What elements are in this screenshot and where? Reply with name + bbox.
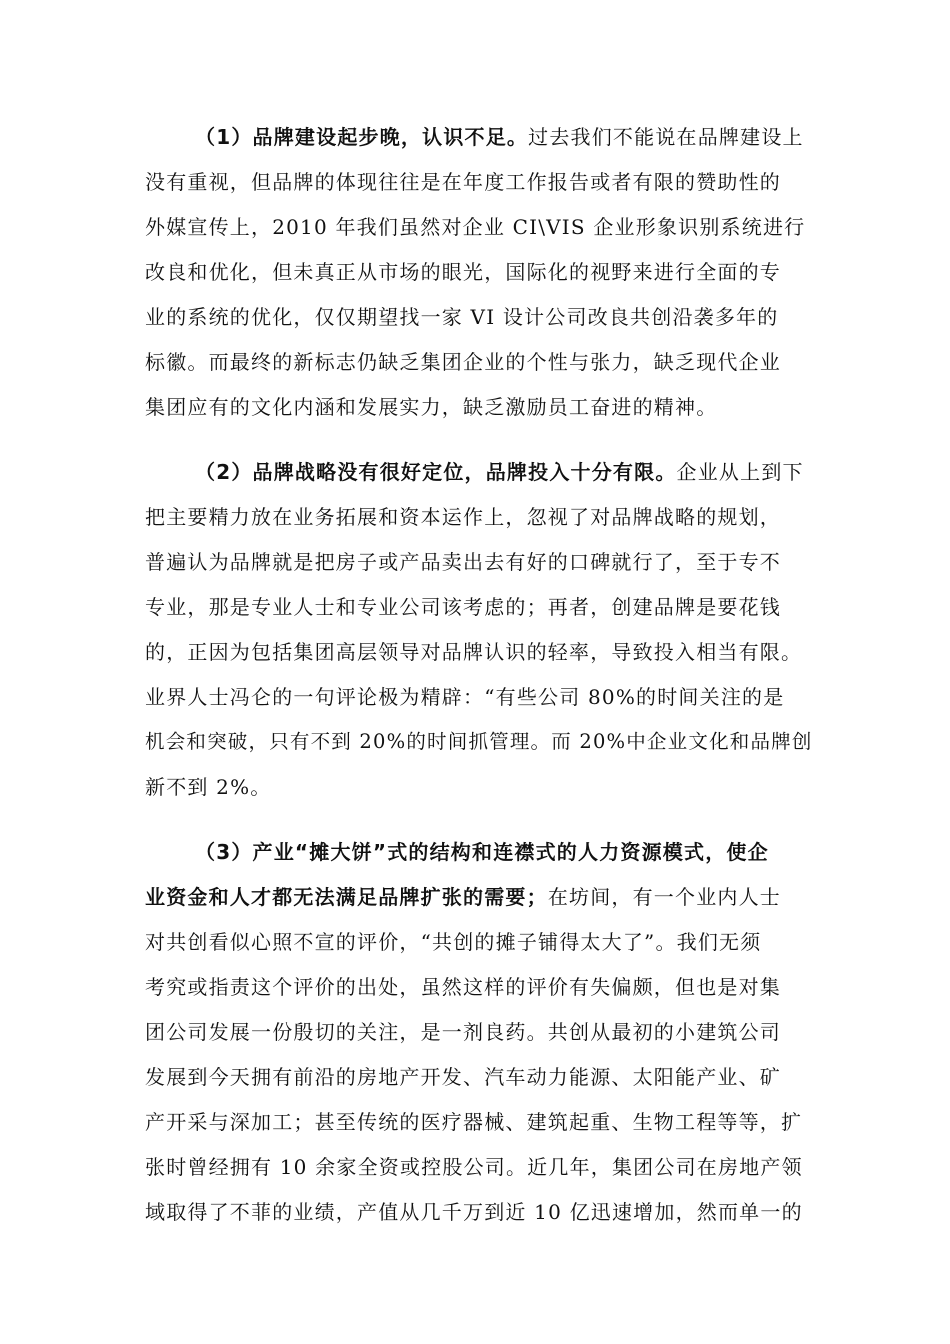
para1-line7: 集团应有的文化内涵和发展实力，缺乏激励员工奋进的精神。	[145, 395, 718, 419]
para3-line2	[145, 877, 815, 917]
para2-line3: 普遍认为品牌就是把房子或产品卖出去有好的口碑就行了，至于专不	[145, 550, 781, 574]
para1-line5: 业的系统的优化，仅仅期望找一家 VI 设计公司改良共创沿袭多年的	[145, 305, 779, 329]
para3-heading: （3）产业“摊大饼”式的结构和连襟式的人力资源模式，使企	[195, 840, 769, 864]
para2-line6: 业界人士冯仑的一句评论极为精辟：“有些公司 80%的时间关注的是	[145, 685, 785, 709]
para3-line7: 产开采与深加工；甚至传统的医疗器械、建筑起重、生物工程等等，扩	[145, 1110, 803, 1134]
para2-line5: 的，正因为包括集团高层领导对品牌认识的轻率，导致投入相当有限。	[145, 640, 803, 664]
para2-line8: 新不到 2%。	[145, 775, 272, 799]
para1-line1	[195, 117, 815, 157]
para2-heading: （2）品牌战略没有很好定位，品牌投入十分有限。	[195, 460, 677, 484]
para1-line4: 改良和优化，但未真正从市场的眼光，国际化的视野来进行全面的专	[145, 260, 781, 284]
para3-line9: 域取得了不菲的业绩，产值从几千万到近 10 亿迅速增加，然而单一的	[145, 1200, 803, 1224]
para2-line1-text: 企业从上到下	[676, 460, 804, 484]
para1-heading: （1）品牌建设起步晚，认识不足。	[195, 125, 529, 149]
para3-line3: 对共创看似心照不宣的评价，“共创的摊子铺得太大了”。我们无须	[145, 930, 762, 954]
para2-line4: 专业，那是专业人士和专业公司该考虑的；再者，创建品牌是要花钱	[145, 595, 781, 619]
para3-line2-text: 在坊间，有一个业内人士	[547, 885, 782, 909]
para1-line2: 没有重视，但品牌的体现往往是在年度工作报告或者有限的赞助性的	[145, 170, 781, 194]
para3-line6: 发展到今天拥有前沿的房地产开发、汽车动力能源、太阳能产业、矿	[145, 1065, 781, 1089]
para1-line1-text: 过去我们不能说在品牌建设上	[528, 125, 804, 149]
para2-line1	[195, 452, 815, 492]
para3-line5: 团公司发展一份殷切的关注，是一剂良药。共创从最初的小建筑公司	[145, 1020, 781, 1044]
para3-heading-cont: 业资金和人才都无法满足品牌扩张的需要；	[145, 885, 548, 909]
para1-line3: 外媒宣传上，2010 年我们虽然对企业 CI\VIS 企业形象识别系统进行	[145, 215, 806, 239]
para3-line1	[195, 832, 815, 872]
para1-line6: 标徽。而最终的新标志仍缺乏集团企业的个性与张力，缺乏现代企业	[145, 350, 781, 374]
para2-line2: 把主要精力放在业务拓展和资本运作上，忽视了对品牌战略的规划，	[145, 505, 781, 529]
para2-line7: 机会和突破，只有不到 20%的时间抓管理。而 20%中企业文化和品牌创	[145, 730, 813, 753]
para3-line4: 考究或指责这个评价的出处，虽然这样的评价有失偏颇，但也是对集	[145, 975, 781, 999]
para3-line8: 张时曾经拥有 10 余家全资或控股公司。近几年，集团公司在房地产领	[145, 1155, 803, 1179]
